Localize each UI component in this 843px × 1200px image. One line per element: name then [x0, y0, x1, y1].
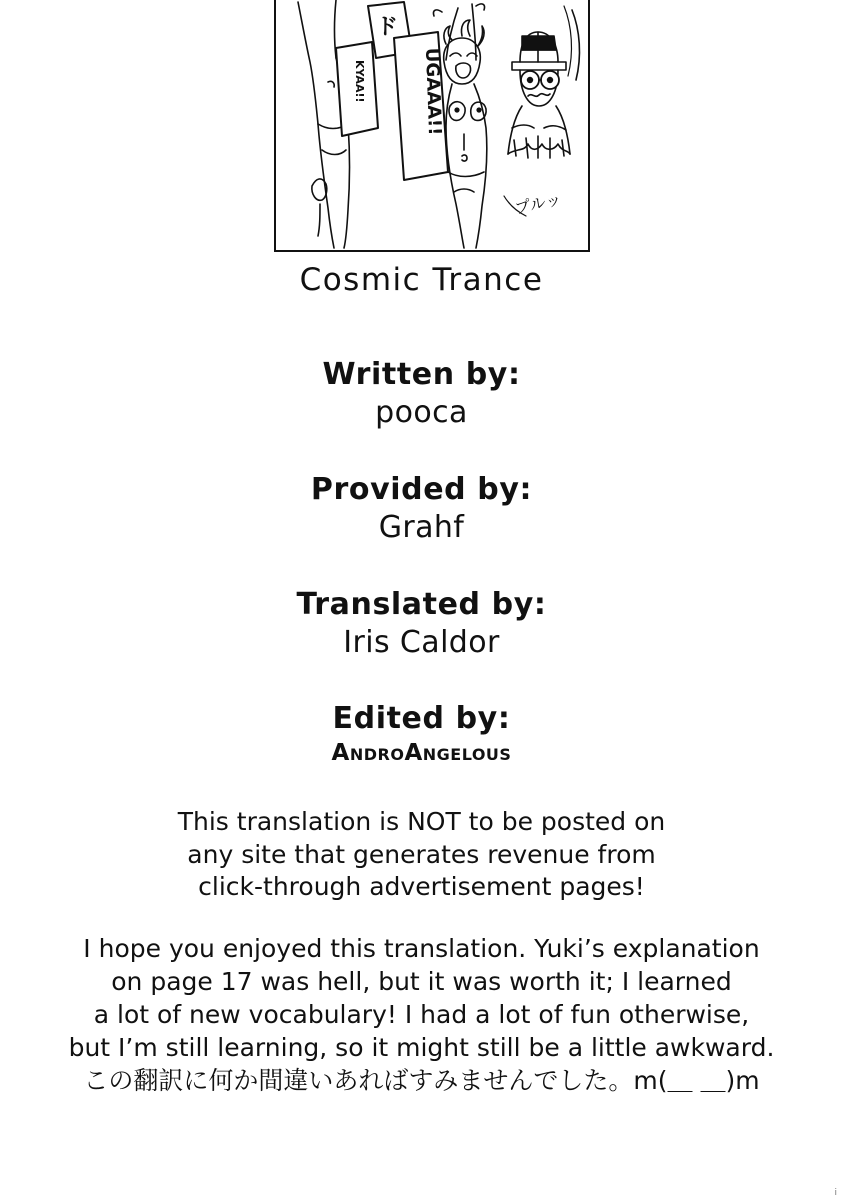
credit-provided-by: [0, 471, 843, 548]
distribution-notice: [0, 806, 843, 904]
credits-illustration-drawing: [276, 0, 588, 250]
credit-written-by: [0, 356, 843, 433]
afterword-line-3: a lot of new vocabulary! I had a lot of fun otherwise,: [93, 999, 750, 1029]
svg-text:UGAAA!!: UGAAA!!: [421, 47, 446, 136]
credits-illustration-panel: [274, 0, 590, 252]
svg-text:プルッ: プルッ: [512, 189, 564, 218]
notice-line-1: This translation is NOT to be posted on: [177, 807, 666, 837]
credit-value-translated-by: Iris Caldor: [343, 624, 500, 660]
credit-label-edited-by: Edited by:: [332, 701, 511, 737]
credit-label-provided-by: Provided by:: [310, 471, 533, 507]
credit-label-written-by: Written by:: [322, 357, 521, 392]
svg-text:KYAA!!: KYAA!!: [353, 60, 366, 103]
page-corner-mark: i: [834, 1188, 837, 1198]
credit-translated-by: [0, 586, 843, 663]
credit-edited-by: [0, 700, 843, 768]
afterword-line-5-japanese: この翻訳に何か間違いあればすみませんでした。m(＿ ＿)m: [83, 1065, 760, 1095]
credit-label-translated-by: Translated by:: [296, 586, 547, 622]
credit-value-provided-by: Grahf: [378, 510, 465, 546]
notice-line-3: click-through advertisement pages!: [198, 872, 645, 902]
page-title: Cosmic Trance: [299, 262, 544, 298]
credits-text-block: [0, 262, 843, 1097]
afterword-line-1: I hope you enjoyed this translation. Yuki’s explanation: [83, 933, 760, 963]
afterword-line-4: but I’m still learning, so it might still be a little awkward.: [68, 1032, 775, 1062]
svg-text:ド: ド: [376, 15, 399, 40]
credit-value-written-by: pooca: [375, 395, 468, 431]
afterword-line-2: on page 17 was hell, but it was worth it; I learned: [111, 966, 732, 996]
translator-afterword: [0, 932, 843, 1097]
credit-value-edited-by: AndroAngelous: [331, 739, 512, 766]
notice-line-2: any site that generates revenue from: [187, 839, 656, 869]
